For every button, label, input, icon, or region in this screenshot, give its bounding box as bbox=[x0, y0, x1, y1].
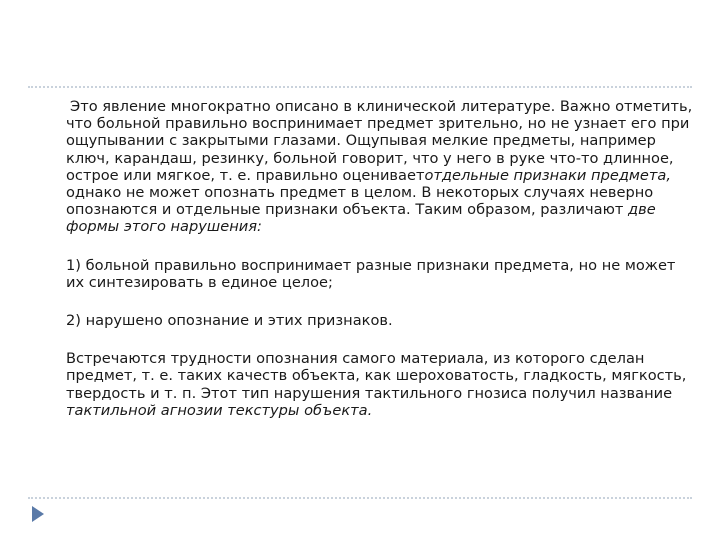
paragraph-intro-text-2: однако не может опознать предмет в целом. В некоторых случаях неверно опознаются и отдельные признаки объекта. Таким образом, различают bbox=[66, 184, 654, 219]
arrow-bullet-icon bbox=[32, 506, 44, 522]
paragraph-texture bbox=[66, 350, 696, 419]
paragraph-texture-text: Встречаются трудности опознания самого материала, из которого сделан предмет, т. е. таких качеств объекта, как шероховатость, гладкость, мягкость, твердость и т. п. Этот тип нарушения тактильного гнозиса получил название bbox=[66, 350, 687, 402]
top-dotted-divider bbox=[28, 86, 692, 88]
paragraph-intro-italic-1: отдельные признаки предмета, bbox=[424, 166, 671, 184]
bottom-dotted-divider bbox=[28, 497, 692, 499]
paragraph-intro-text-1: Это явление многократно описано в клинической литературе. Важно отметить, что больной правильно воспринимает предмет зрительно, но не узнает его при ощупывании с закрытыми глазами. Ощупывая мелкие предметы, например ключ, карандаш, резинку, больной говорит, что у него в руке что-то длинное, острое или мягкое, т. е. правильно оценивает bbox=[66, 98, 693, 184]
slide-body-text bbox=[66, 98, 696, 440]
list-item-2: 2) нарушено опознание и этих признаков. bbox=[66, 312, 393, 330]
list-item-1: 1) больной правильно воспринимает разные признаки предмета, но не может их синтезировать в единое целое; bbox=[66, 256, 676, 291]
paragraph-intro bbox=[66, 98, 696, 236]
paragraph-intro-italic-2: две формы этого нарушения: bbox=[66, 201, 656, 236]
paragraph-texture-italic: тактильной агнозии текстуры объекта. bbox=[66, 401, 373, 419]
